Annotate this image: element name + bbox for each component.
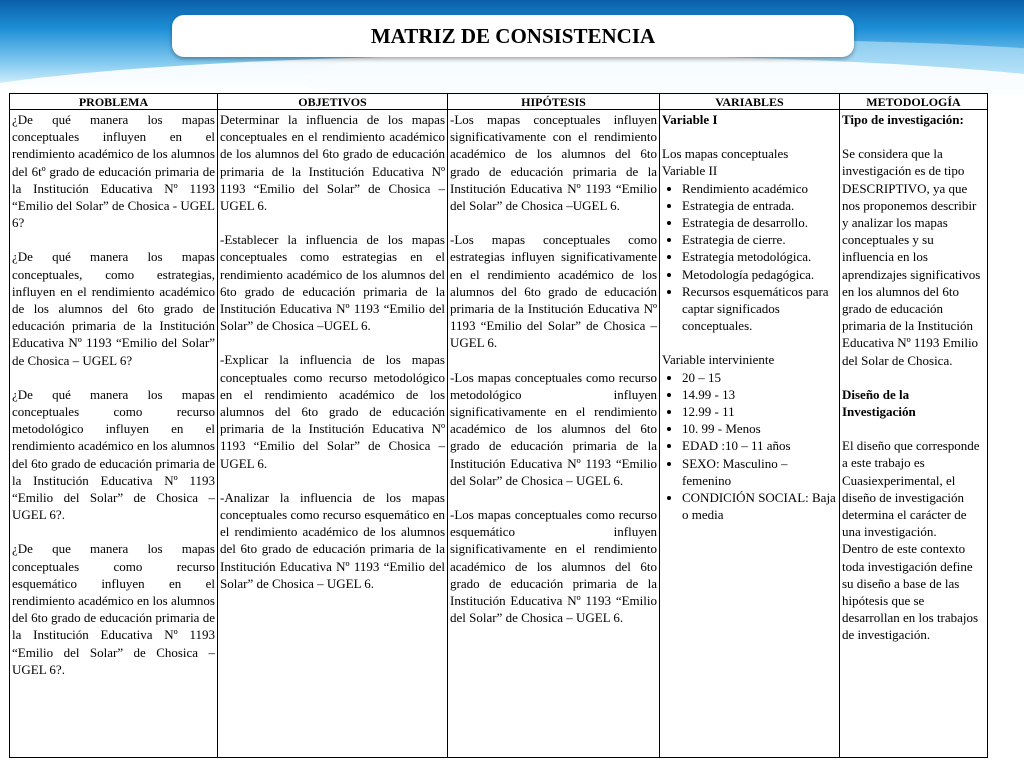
objetivo-text: Determinar la influencia de los mapas conceptuales en el rendimiento académico de los alumnos del 6to grado de educación primaria de la Institución Educativa Nº 1193 “Emilio del Solar” de Chosica – UGEL 6. — [220, 112, 445, 214]
hipotesis-text: -Los mapas conceptuales como estrategias influyen significativamente en el rendimiento académico de los alumnos del 6to grado de educación primaria de la Institución Educativa Nº 1193 “Emilio del Solar” de Chosica – UGEL 6. — [450, 232, 657, 351]
list-item: • Recursos esquemáticos para captar significados conceptuales. — [682, 283, 837, 335]
list-item: • Estrategia de entrada. — [682, 197, 837, 214]
variables-cell — [660, 110, 840, 758]
consistency-matrix-table — [9, 93, 988, 758]
hipotesis-text: -Los mapas conceptuales influyen significativamente con el rendimiento académico de los alumnos del 6to grado de educación primaria de la Institución Educativa Nº 1193 “Emilio del Solar” de Chosica –UGEL 6. — [450, 112, 657, 214]
problema-text: ¿De qué manera los mapas conceptuales como recurso metodológico influyen en el rendimiento académico en los alumnos del 6to grado de educación primaria de la Institución Educativa Nº 1193 “Emilio del Solar” de Chosica – UGEL 6?. — [12, 386, 215, 523]
list-item: • Estrategia de cierre. — [682, 231, 837, 248]
header-metodologia: METODOLOGÍA — [840, 94, 988, 110]
title-box — [172, 15, 854, 57]
problema-cell — [10, 110, 218, 758]
tipo-label: Tipo de investigación: — [842, 112, 964, 127]
problema-text: ¿De qué manera los mapas conceptuales, como estrategias, influyen en el rendimiento académico de los alumnos del 6to grado de educación primaria de la Institución Educativa Nº 1193 “Emilio del Solar” de Chosica – UGEL 6? — [12, 249, 215, 368]
objetivo-text: -Establecer la influencia de los mapas conceptuales como estrategias en el rendimiento académico de los alumnos del 6to grado de educación primaria de la Institución Educativa Nº 1193 “Emilio del Solar” de Chosica –UGEL 6. — [220, 232, 445, 334]
hipotesis-text: -Los mapas conceptuales como recurso esquemático influyen significativamente en el rendimiento académico de los alumnos del 6to grado de educación primaria de la Institución Educativa Nº 1193 “Emilio del Solar” de Chosica – UGEL 6. — [450, 507, 657, 626]
variable-2-list — [662, 180, 837, 335]
page-title: MATRIZ DE CONSISTENCIA — [370, 23, 656, 48]
hipotesis-cell — [448, 110, 660, 758]
list-item: • Estrategia de desarrollo. — [682, 214, 837, 231]
tipo-text: Se considera que la investigación es de tipo DESCRIPTIVO, ya que nos proponemos describir y analizar los mapas conceptuales y su influencia en los aprendizajes significativos en los alumnos del 6to grado de educación primaria de la Institución Educativa Nº 1193 Emilio del Solar de Chosica. — [842, 146, 981, 368]
metodologia-cell — [840, 110, 988, 758]
hipotesis-text: -Los mapas conceptuales como recurso metodológico influyen significativamente en el rendimiento académico de los alumnos del 6to grado de educación primaria de la Institución Educativa Nº 1193 “Emilio del Solar” de Chosica – UGEL 6. — [450, 369, 657, 488]
problema-text: ¿De que manera los mapas conceptuales como recurso esquemático influyen en el rendimiento académico en los alumnos del 6to grado de educación primaria de la Institución Educativa Nº 1193 “Emilio del Solar” de Chosica – UGEL 6?. — [12, 541, 215, 677]
variable-3-label: Variable interviniente — [662, 352, 775, 368]
list-item: • 14.99 - 13 — [682, 386, 837, 403]
list-item: • 20 – 15 — [682, 369, 837, 386]
list-item: • 12.99 - 11 — [682, 403, 837, 420]
list-item: • Rendimiento académico — [682, 180, 837, 197]
header-hipotesis: HIPÓTESIS — [448, 94, 660, 110]
objetivo-text: -Analizar la influencia de los mapas conceptuales como recurso esquemático en el rendimiento académico de los alumnos del 6to grado de educación primaria de la Institución Educativa Nº 1193 “Emilio del Solar” de Chosica – UGEL 6. — [220, 489, 445, 591]
header-objetivos: OBJETIVOS — [218, 94, 448, 110]
header-variables: VARIABLES — [660, 94, 840, 110]
table-row — [10, 110, 988, 758]
table-header-row — [10, 94, 988, 110]
variable-3-list — [662, 369, 837, 524]
objetivo-text: -Explicar la influencia de los mapas conceptuales como recurso metodológico en el rendimiento académico de los alumnos del 6to grado de educación primaria de la Institución Educativa Nº 1193 “Emilio del Solar” de Chosica – UGEL 6. — [220, 352, 445, 471]
list-item: • EDAD :10 – 11 años — [682, 437, 837, 454]
variable-1-value: Los mapas conceptuales — [662, 146, 789, 162]
diseno-label: Diseño de la Investigación — [842, 386, 916, 420]
diseno-text: El diseño que corresponde a este trabajo es Cuasiexperimental, el diseño de investigación determina el carácter de una investigación. — [842, 438, 980, 540]
problema-text: ¿De qué manera los mapas conceptuales influyen en el rendimiento académico de los alumnos del 6tº grado de educación primaria de la Institución Educativa Nº 1193 “Emilio del Solar” de Chosica - UGEL 6? — [12, 112, 215, 231]
diseno-text-2: Dentro de este contexto toda investigación define su diseño a base de las hipótesis que se desarrollan en los trabajos de investigación. — [842, 541, 979, 643]
list-item: • 10. 99 - Menos — [682, 420, 837, 437]
list-item: • CONDICIÓN SOCIAL: Baja o media — [682, 489, 837, 523]
variable-2-label: Variable II — [662, 163, 718, 179]
header-problema: PROBLEMA — [10, 94, 218, 110]
list-item: • SEXO: Masculino – femenino — [682, 455, 837, 489]
objetivos-cell — [218, 110, 448, 758]
list-item: • Estrategia metodológica. — [682, 248, 837, 265]
list-item: • Metodología pedagógica. — [682, 266, 837, 283]
variable-1-label: Variable I — [662, 112, 718, 127]
